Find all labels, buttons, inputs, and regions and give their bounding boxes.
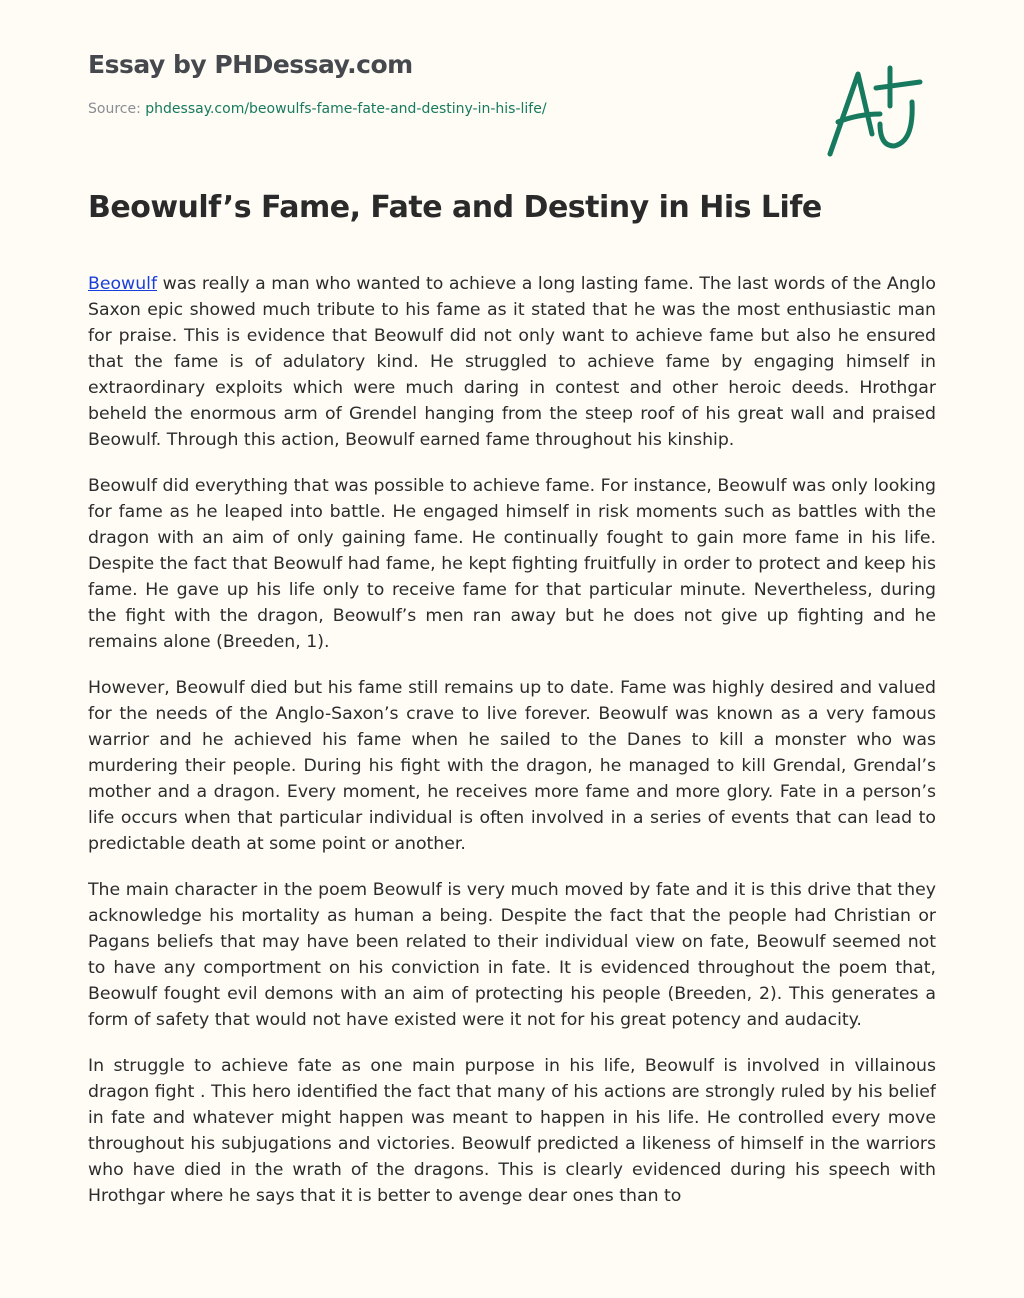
a-plus-logo-icon [818, 62, 930, 162]
paragraph: Beowulf was really a man who wanted to achieve a long lasting fame. The last words of the Anglo Saxon epic showed much tribute to his fame as it stated that he was the most enthusiastic man for praise. This is evidence that Beowulf did not only want to achieve fame but also he ensured that the fame is of adulatory kind. He struggled to achieve fame by engaging himself in extraordinary exploits which were much daring in contest and other heroic deeds. Hrothgar beheld the enormous arm of Grendel hanging from the steep roof of his great wall and praised Beowulf. Through this action, Beowulf earned fame throughout his kinship. [88, 274, 936, 450]
essay-title: Beowulf’s Fame, Fate and Destiny in His Life [88, 190, 822, 225]
site-brand: Essay by PHDessay.com [88, 50, 413, 79]
beowulf-link[interactable]: Beowulf [88, 274, 158, 294]
essay-body [88, 271, 936, 1251]
paragraph: However, Beowulf died but his fame still remains up to date. Fame was highly desired and valued for the needs of the Anglo-Saxon’s crave to live forever. Beowulf was known as a very famous warrior and he achieved his fame when he sailed to the Danes to kill a monster who was murdering their people. During his fight with the dragon, he managed to kill Grendal, Grendal’s mother and a dragon. Every moment, he receives more fame and more glory. Fate in a person’s life occurs when that particular individual is often involved in a series of events that can lead to predictable death at some point or another. [88, 678, 936, 854]
paragraph: Beowulf did everything that was possible to achieve fame. For instance, Beowulf was only looking for fame as he leaped into battle. He engaged himself in risk moments such as battles with the dragon with an aim of only gaining fame. He continually fought to gain more fame in his life. Despite the fact that Beowulf had fame, he kept fighting fruitfully in order to protect and keep his fame. He gave up his life only to receive fame for that particular minute. Nevertheless, during the fight with the dragon, Beowulf’s men ran away but he does not give up fighting and he remains alone (Breeden, 1). [88, 476, 936, 652]
paragraph: The main character in the poem Beowulf is very much moved by fate and it is this drive that they acknowledge his mortality as human a being. Despite the fact that the people had Christian or Pagans beliefs that may have been related to their individual view on fate, Beowulf seemed not to have any comportment on his conviction in fate. It is evidenced throughout the poem that, Beowulf fought evil demons with an aim of protecting his people (Breeden, 2). This generates a form of safety that would not have existed were it not for his great potency and audacity. [88, 880, 936, 1030]
source-line [88, 101, 547, 117]
paragraph: In struggle to achieve fate as one main purpose in his life, Beowulf is involved in villainous dragon fight . This hero identified the fact that many of his actions are strongly ruled by his belief in fate and whatever might happen was meant to happen in his life. He controlled every move throughout his subjugations and victories. Beowulf predicted a likeness of himself in the warriors who have died in the wrath of the dragons. This is clearly evidenced during his speech with Hrothgar where he says that it is better to avenge dear ones than to [88, 1056, 936, 1206]
source-label: Source: [88, 101, 141, 117]
source-link[interactable]: phdessay.com/beowulfs-fame-fate-and-destiny-in-his-life/ [145, 101, 547, 117]
